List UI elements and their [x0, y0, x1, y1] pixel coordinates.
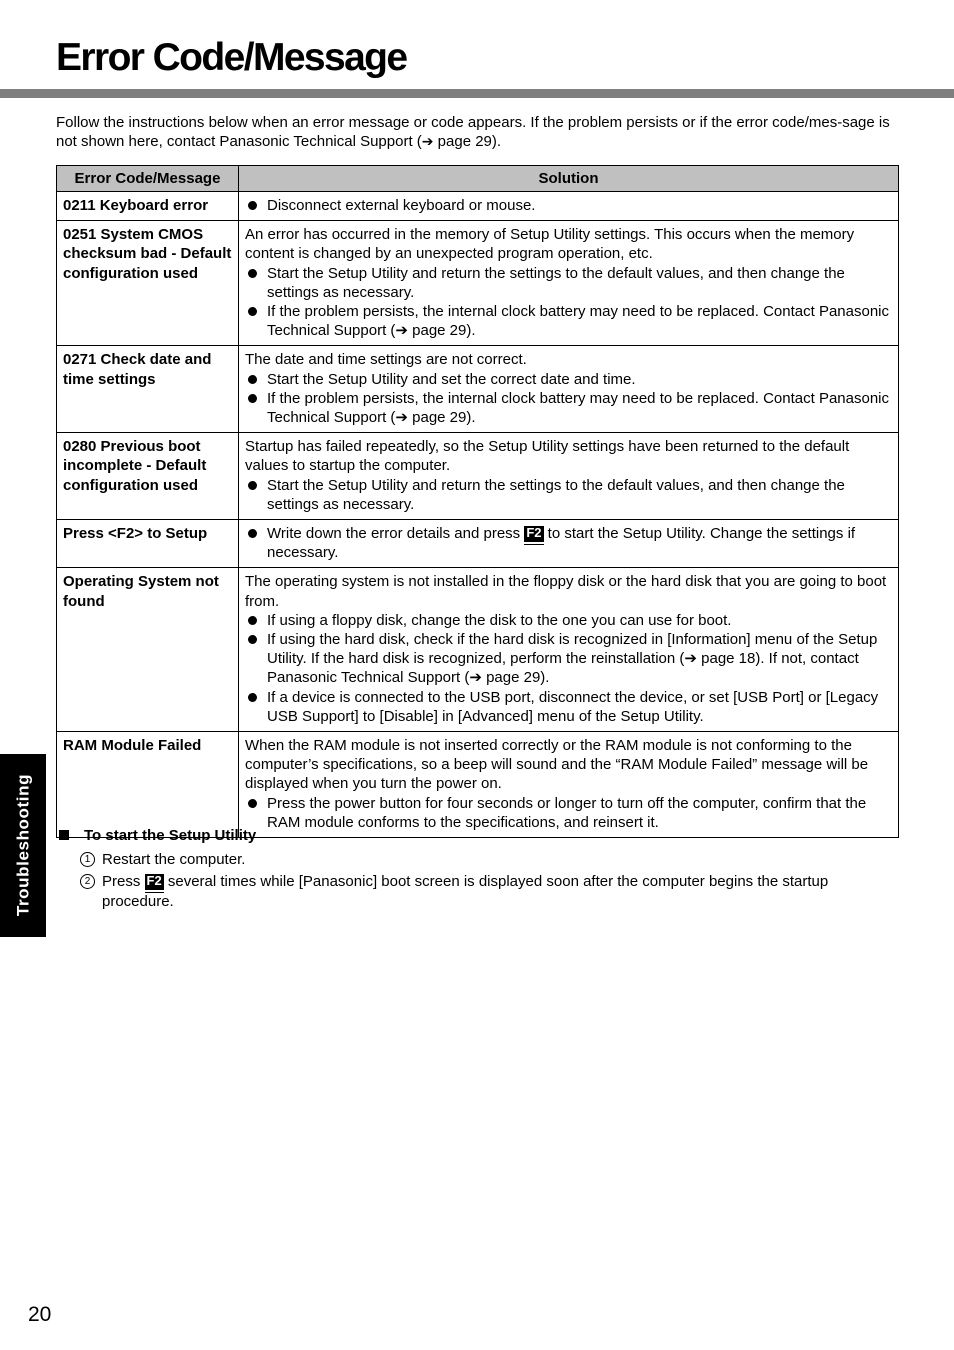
procedure-heading — [56, 826, 898, 845]
table-row — [57, 520, 899, 568]
intro-text-end: page 29). — [433, 133, 502, 151]
solution-bullets — [245, 611, 892, 726]
bullet-item: If using the hard disk, check if the hard disk is recognized in [Information] menu of the Setup Utility. If the hard disk is recognized, perform the reinstallation (➔ page 18). If not, contact Panasonic Technical Support (➔ page 29). — [245, 630, 892, 688]
solution-description: When the RAM module is not inserted correctly or the RAM module is not conforming to the computer’s specifications, so a beep will sound and the “RAM Module Failed” message will be displayed when you turn the power on. — [245, 737, 869, 793]
intro-text: Follow the instructions below when an error message or code appears. If the problem persists or if the error code/mes-sage is not shown here, contact Panasonic Technical Support ( — [56, 114, 890, 151]
solution-bullets — [245, 476, 892, 514]
solution-bullets — [245, 524, 892, 562]
f2-key-icon: F2 — [146, 873, 162, 889]
error-code-cell: 0251 System CMOS checksum bad - Default configuration used — [57, 221, 239, 346]
solution-description: The operating system is not installed in the floppy disk or the hard disk that you are going to boot from. — [245, 573, 887, 610]
column-header-solution: Solution — [239, 166, 899, 192]
step-text-end: several times while [Panasonic] boot screen is displayed soon after the computer begins the startup procedure. — [102, 873, 829, 910]
bullet-text-end: to start the Setup Utility. Change the settings if necessary. — [267, 525, 856, 562]
error-code-table — [56, 165, 899, 838]
table-row — [57, 221, 899, 346]
error-code-cell: RAM Module Failed — [57, 732, 239, 838]
setup-utility-procedure — [56, 826, 898, 914]
procedure-step — [56, 872, 898, 910]
bullet-item — [245, 524, 892, 562]
page-number: 20 — [28, 1303, 52, 1326]
bullet-item: If a device is connected to the USB port, disconnect the device, or set [USB Port] or [Legacy USB Support] to [Disable] in [Advanced] menu of the Setup Utility. — [245, 688, 892, 726]
solution-cell — [239, 732, 899, 838]
solution-cell — [239, 346, 899, 433]
column-header-error-code: Error Code/Message — [57, 166, 239, 192]
table-row — [57, 568, 899, 732]
table-header-row — [57, 166, 899, 192]
solution-bullets — [245, 370, 892, 428]
solution-bullets — [245, 264, 892, 341]
error-code-cell: Press <F2> to Setup — [57, 520, 239, 568]
procedure-heading-text: To start the Setup Utility — [84, 827, 257, 844]
table-row — [57, 732, 899, 838]
solution-description: The date and time settings are not correct. — [245, 351, 527, 369]
title-rule — [0, 89, 954, 98]
bullet-item: Start the Setup Utility and return the settings to the default values, and then change the settings as necessary. — [245, 264, 892, 302]
error-code-cell: Operating System not found — [57, 568, 239, 732]
bullet-item: Start the Setup Utility and return the settings to the default values, and then change the settings as necessary. — [245, 476, 892, 514]
bullet-text: Write down the error details and press — [267, 525, 525, 543]
table-row — [57, 192, 899, 221]
solution-cell — [239, 520, 899, 568]
procedure-step — [56, 850, 898, 869]
error-code-cell: 0271 Check date and time settings — [57, 346, 239, 433]
solution-cell — [239, 192, 899, 221]
square-bullet-icon — [59, 830, 69, 840]
page-title: Error Code/Message — [56, 36, 407, 79]
arrow-right-icon: ➔ — [421, 133, 434, 150]
step-number-circle: 1 — [80, 852, 95, 867]
solution-bullets — [245, 196, 892, 215]
solution-cell — [239, 433, 899, 520]
side-tab-label: Troubleshooting — [13, 773, 33, 917]
step-number-circle: 2 — [80, 874, 95, 889]
bullet-item: If the problem persists, the internal clock battery may need to be replaced. Contact Panasonic Technical Support (➔ page 29). — [245, 389, 892, 427]
solution-cell — [239, 221, 899, 346]
step-text: Press — [102, 873, 145, 891]
error-code-cell: 0280 Previous boot incomplete - Default configuration used — [57, 433, 239, 520]
step-text: Restart the computer. — [102, 851, 246, 869]
solution-description: Startup has failed repeatedly, so the Setup Utility settings have been returned to the default values to startup the computer. — [245, 438, 850, 475]
f2-key-icon: F2 — [526, 525, 542, 541]
solution-cell — [239, 568, 899, 732]
error-code-cell: 0211 Keyboard error — [57, 192, 239, 221]
solution-description: An error has occurred in the memory of Setup Utility settings. This occurs when the memory content is changed by an unexpected program operation, etc. — [245, 226, 855, 263]
table-row — [57, 346, 899, 433]
bullet-item: Press the power button for four seconds or longer to turn off the computer, confirm that the RAM module conforms to the specifications, and reinsert it. — [245, 794, 892, 832]
table-row — [57, 433, 899, 520]
bullet-item: If using a floppy disk, change the disk to the one you can use for boot. — [245, 611, 892, 630]
bullet-item: Start the Setup Utility and set the correct date and time. — [245, 370, 892, 389]
bullet-item: If the problem persists, the internal clock battery may need to be replaced. Contact Panasonic Technical Support (➔ page 29). — [245, 302, 892, 340]
intro-paragraph — [56, 113, 898, 151]
bullet-item: Disconnect external keyboard or mouse. — [245, 196, 892, 215]
